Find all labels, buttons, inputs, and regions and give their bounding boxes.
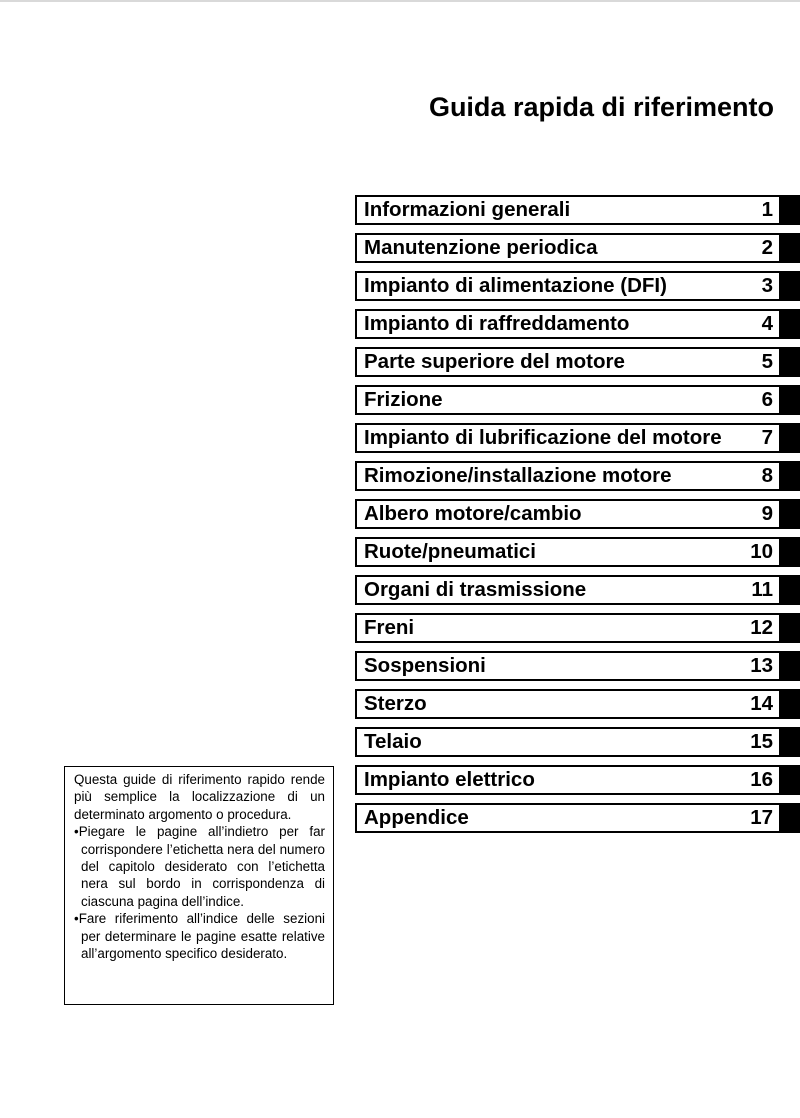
chapter-row[interactable]: [355, 499, 800, 529]
chapter-number: 10: [750, 540, 773, 563]
chapter-tab-marker: [781, 385, 800, 415]
chapter-label: Parte superiore del motore: [364, 350, 625, 373]
note-bullet-fold-pages: •Piegare le pagine all’indietro per far corrispondere l’etichetta nera del numero del capitolo desiderato con l’etichetta nera sul bordo in corrispondenza di ciascuna pagina dell’indice.: [74, 824, 325, 909]
chapter-box[interactable]: [355, 575, 781, 605]
chapter-number: 8: [761, 464, 773, 487]
chapter-number: 6: [761, 388, 773, 411]
chapter-tab-marker: [781, 803, 800, 833]
chapter-box[interactable]: [355, 195, 781, 225]
chapter-row[interactable]: [355, 271, 800, 301]
chapter-number: 13: [750, 654, 773, 677]
chapter-label: Impianto di alimentazione (DFI): [364, 274, 667, 297]
chapter-box[interactable]: [355, 271, 781, 301]
top-rule: [0, 0, 800, 2]
chapter-label: Freni: [364, 616, 415, 639]
chapter-tab-marker: [781, 575, 800, 605]
chapter-row[interactable]: [355, 233, 800, 263]
chapter-label: Appendice: [364, 806, 469, 829]
note-intro: Questa guide di riferimento rapido rende più semplice la localizzazione di un determinato argomento o procedura.: [74, 772, 325, 822]
chapter-box[interactable]: [355, 233, 781, 263]
chapter-row[interactable]: [355, 537, 800, 567]
chapter-box[interactable]: [355, 537, 781, 567]
chapter-box[interactable]: [355, 689, 781, 719]
chapter-box[interactable]: [355, 461, 781, 491]
chapter-label: Sospensioni: [364, 654, 486, 677]
chapter-label: Frizione: [364, 388, 443, 411]
chapter-box[interactable]: [355, 613, 781, 643]
chapter-row[interactable]: [355, 613, 800, 643]
chapter-box[interactable]: [355, 347, 781, 377]
chapter-tab-marker: [781, 309, 800, 339]
usage-note-box: [64, 766, 334, 1005]
chapter-box[interactable]: [355, 803, 781, 833]
chapter-row[interactable]: [355, 727, 800, 757]
chapter-label: Ruote/pneumatici: [364, 540, 536, 563]
chapter-index: [355, 195, 800, 841]
chapter-number: 16: [750, 768, 773, 791]
chapter-row[interactable]: [355, 689, 800, 719]
chapter-tab-marker: [781, 537, 800, 567]
chapter-row[interactable]: [355, 423, 800, 453]
chapter-box[interactable]: [355, 765, 781, 795]
chapter-row[interactable]: [355, 765, 800, 795]
chapter-number: 12: [750, 616, 773, 639]
chapter-tab-marker: [781, 499, 800, 529]
chapter-row[interactable]: [355, 195, 800, 225]
chapter-box[interactable]: [355, 423, 781, 453]
chapter-number: 5: [761, 350, 773, 373]
chapter-number: 9: [761, 502, 773, 525]
chapter-tab-marker: [781, 461, 800, 491]
chapter-number: 3: [761, 274, 773, 297]
chapter-label: Manutenzione periodica: [364, 236, 598, 259]
chapter-box[interactable]: [355, 727, 781, 757]
chapter-number: 4: [761, 312, 773, 335]
chapter-number: 15: [750, 730, 773, 753]
chapter-row[interactable]: [355, 651, 800, 681]
note-bullet-section-index: •Fare riferimento all’indice delle sezioni per determinare le pagine esatte relative all’argomento specifico desiderato.: [74, 911, 325, 962]
chapter-number: 17: [750, 806, 773, 829]
chapter-row[interactable]: [355, 385, 800, 415]
chapter-label: Sterzo: [364, 692, 427, 715]
chapter-number: 11: [751, 578, 773, 601]
chapter-row[interactable]: [355, 347, 800, 377]
chapter-tab-marker: [781, 689, 800, 719]
chapter-tab-marker: [781, 765, 800, 795]
chapter-tab-marker: [781, 651, 800, 681]
chapter-box[interactable]: [355, 309, 781, 339]
chapter-label: Albero motore/cambio: [364, 502, 582, 525]
chapter-label: Telaio: [364, 730, 422, 753]
chapter-tab-marker: [781, 271, 800, 301]
chapter-box[interactable]: [355, 385, 781, 415]
chapter-row[interactable]: [355, 575, 800, 605]
chapter-box[interactable]: [355, 651, 781, 681]
chapter-number: 2: [761, 236, 773, 259]
chapter-label: Impianto di lubrificazione del motore: [364, 426, 722, 449]
chapter-row[interactable]: [355, 309, 800, 339]
chapter-number: 14: [750, 692, 773, 715]
chapter-number: 1: [761, 198, 773, 221]
chapter-label: Informazioni generali: [364, 198, 571, 221]
chapter-tab-marker: [781, 347, 800, 377]
page-title: Guida rapida di riferimento: [428, 92, 774, 122]
chapter-label: Organi di trasmissione: [364, 578, 587, 601]
chapter-row[interactable]: [355, 803, 800, 833]
chapter-tab-marker: [781, 613, 800, 643]
chapter-box[interactable]: [355, 499, 781, 529]
chapter-tab-marker: [781, 727, 800, 757]
chapter-tab-marker: [781, 195, 800, 225]
chapter-label: Impianto elettrico: [364, 768, 535, 791]
chapter-row[interactable]: [355, 461, 800, 491]
chapter-label: Rimozione/installazione motore: [364, 464, 672, 487]
chapter-tab-marker: [781, 423, 800, 453]
chapter-tab-marker: [781, 233, 800, 263]
chapter-label: Impianto di raffreddamento: [364, 312, 630, 335]
chapter-number: 7: [761, 426, 773, 449]
